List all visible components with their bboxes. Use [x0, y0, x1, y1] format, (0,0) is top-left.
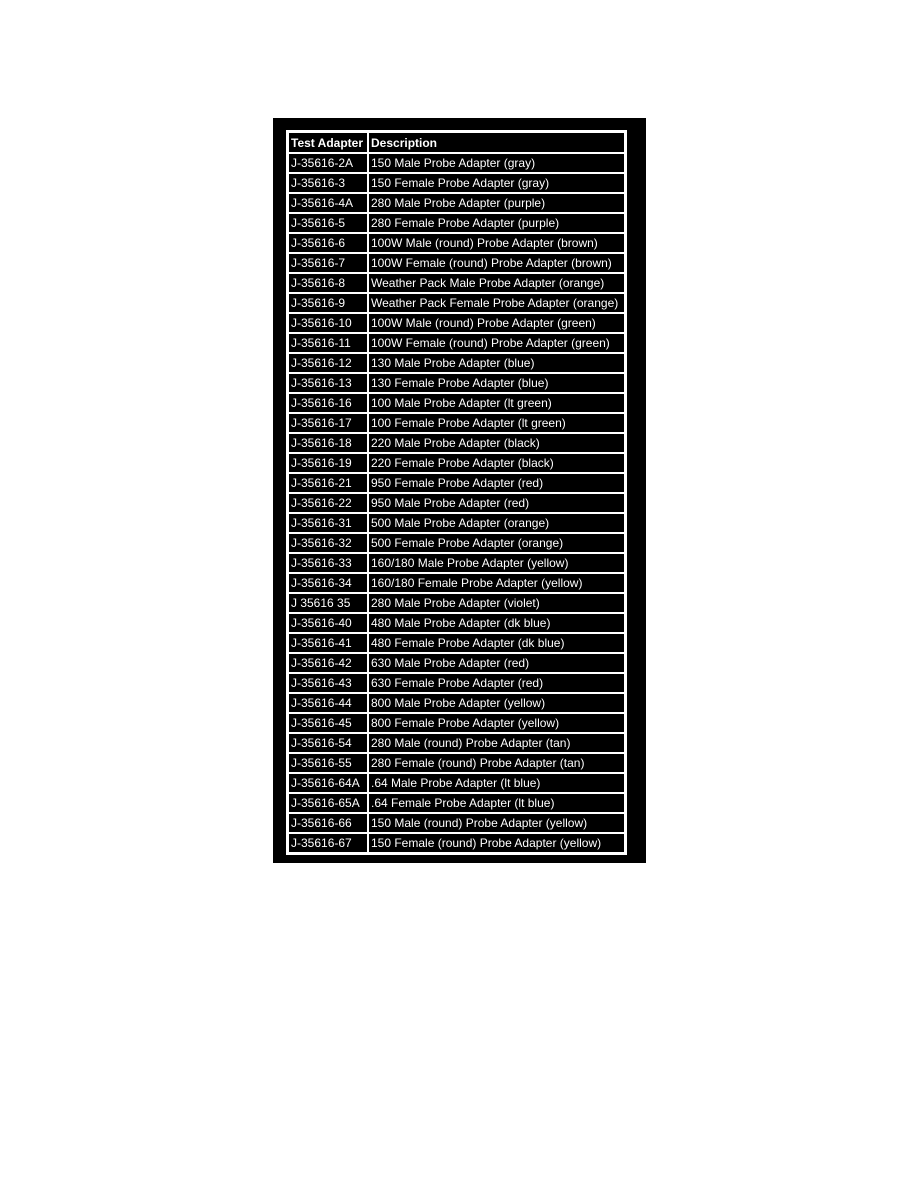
table-row: [288, 773, 625, 793]
adapter-part-number: J-35616-41: [288, 633, 368, 653]
adapter-part-number: J-35616-21: [288, 473, 368, 493]
adapter-part-number: J-35616-8: [288, 273, 368, 293]
table-row: [288, 293, 625, 313]
adapter-description: 280 Male (round) Probe Adapter (tan): [368, 733, 625, 753]
table-row: [288, 833, 625, 853]
table-row: [288, 253, 625, 273]
table-row: [288, 633, 625, 653]
adapter-description: 480 Female Probe Adapter (dk blue): [368, 633, 625, 653]
adapter-description: 800 Male Probe Adapter (yellow): [368, 693, 625, 713]
adapter-description: 950 Female Probe Adapter (red): [368, 473, 625, 493]
adapter-part-number: J-35616-64A: [288, 773, 368, 793]
table-row: [288, 213, 625, 233]
adapter-part-number: J-35616-66: [288, 813, 368, 833]
adapter-description: Weather Pack Female Probe Adapter (orange): [368, 293, 625, 313]
adapter-description: 220 Male Probe Adapter (black): [368, 433, 625, 453]
adapter-part-number: J-35616-3: [288, 173, 368, 193]
table-row: [288, 413, 625, 433]
adapter-description: 100W Male (round) Probe Adapter (green): [368, 313, 625, 333]
table-row: [288, 573, 625, 593]
adapter-part-number: J-35616-17: [288, 413, 368, 433]
table-row: [288, 493, 625, 513]
table-body: [288, 153, 625, 853]
table-header-row: [288, 132, 625, 153]
table-row: [288, 793, 625, 813]
adapter-description: 150 Male (round) Probe Adapter (yellow): [368, 813, 625, 833]
adapter-description: 630 Male Probe Adapter (red): [368, 653, 625, 673]
adapter-description: 130 Male Probe Adapter (blue): [368, 353, 625, 373]
table-row: [288, 233, 625, 253]
adapter-part-number: J-35616-12: [288, 353, 368, 373]
table-row: [288, 353, 625, 373]
adapter-part-number: J-35616-13: [288, 373, 368, 393]
table-row: [288, 713, 625, 733]
adapter-description: 150 Male Probe Adapter (gray): [368, 153, 625, 173]
adapter-description: 150 Female Probe Adapter (gray): [368, 173, 625, 193]
adapter-part-number: J-35616-33: [288, 553, 368, 573]
adapter-part-number: J-35616-43: [288, 673, 368, 693]
table-row: [288, 333, 625, 353]
table-row: [288, 593, 625, 613]
adapter-description: 150 Female (round) Probe Adapter (yellow): [368, 833, 625, 853]
table-row: [288, 393, 625, 413]
adapter-part-number: J-35616-45: [288, 713, 368, 733]
adapter-part-number: J-35616-9: [288, 293, 368, 313]
adapter-part-number: J-35616-31: [288, 513, 368, 533]
adapter-description: 950 Male Probe Adapter (red): [368, 493, 625, 513]
table-row: [288, 433, 625, 453]
adapter-part-number: J-35616-65A: [288, 793, 368, 813]
column-header-test-adapter: Test Adapter: [288, 132, 368, 153]
adapter-description: 280 Female (round) Probe Adapter (tan): [368, 753, 625, 773]
adapter-description: 160/180 Female Probe Adapter (yellow): [368, 573, 625, 593]
adapter-description: 100W Male (round) Probe Adapter (brown): [368, 233, 625, 253]
table-row: [288, 193, 625, 213]
adapter-part-number: J-35616-5: [288, 213, 368, 233]
table-row: [288, 153, 625, 173]
table-row: [288, 813, 625, 833]
adapter-part-number: J-35616-67: [288, 833, 368, 853]
adapter-part-number: J-35616-7: [288, 253, 368, 273]
adapter-description: 100 Male Probe Adapter (lt green): [368, 393, 625, 413]
column-header-description: Description: [368, 132, 625, 153]
adapter-description: 100 Female Probe Adapter (lt green): [368, 413, 625, 433]
adapter-part-number: J-35616-19: [288, 453, 368, 473]
table-row: [288, 753, 625, 773]
table-row: [288, 373, 625, 393]
table-row: [288, 473, 625, 493]
adapter-part-number: J-35616-44: [288, 693, 368, 713]
adapter-description: 100W Female (round) Probe Adapter (green): [368, 333, 625, 353]
adapter-description: .64 Female Probe Adapter (lt blue): [368, 793, 625, 813]
adapter-table-panel: [273, 118, 646, 863]
adapter-part-number: J-35616-18: [288, 433, 368, 453]
adapter-part-number: J-35616-4A: [288, 193, 368, 213]
adapter-part-number: J-35616-11: [288, 333, 368, 353]
adapter-part-number: J-35616-2A: [288, 153, 368, 173]
table-row: [288, 533, 625, 553]
table-row: [288, 553, 625, 573]
table-row: [288, 693, 625, 713]
table-row: [288, 733, 625, 753]
adapter-description: 160/180 Male Probe Adapter (yellow): [368, 553, 625, 573]
table-row: [288, 673, 625, 693]
adapter-part-number: J 35616 35: [288, 593, 368, 613]
table-row: [288, 173, 625, 193]
adapter-part-number: J-35616-16: [288, 393, 368, 413]
adapter-description: 500 Female Probe Adapter (orange): [368, 533, 625, 553]
adapter-part-number: J-35616-34: [288, 573, 368, 593]
table-row: [288, 273, 625, 293]
adapter-part-number: J-35616-54: [288, 733, 368, 753]
adapter-part-number: J-35616-55: [288, 753, 368, 773]
adapter-part-number: J-35616-10: [288, 313, 368, 333]
adapter-description: 280 Male Probe Adapter (purple): [368, 193, 625, 213]
adapter-description: 280 Female Probe Adapter (purple): [368, 213, 625, 233]
adapter-description: 100W Female (round) Probe Adapter (brown): [368, 253, 625, 273]
table-row: [288, 653, 625, 673]
adapter-description: 500 Male Probe Adapter (orange): [368, 513, 625, 533]
adapter-description: 630 Female Probe Adapter (red): [368, 673, 625, 693]
adapter-description: 480 Male Probe Adapter (dk blue): [368, 613, 625, 633]
adapter-part-number: J-35616-6: [288, 233, 368, 253]
table-row: [288, 613, 625, 633]
adapter-part-number: J-35616-42: [288, 653, 368, 673]
adapter-description: 130 Female Probe Adapter (blue): [368, 373, 625, 393]
adapter-description: Weather Pack Male Probe Adapter (orange): [368, 273, 625, 293]
adapter-description: .64 Male Probe Adapter (lt blue): [368, 773, 625, 793]
adapter-description: 800 Female Probe Adapter (yellow): [368, 713, 625, 733]
adapter-description: 220 Female Probe Adapter (black): [368, 453, 625, 473]
table-row: [288, 453, 625, 473]
adapter-part-number: J-35616-22: [288, 493, 368, 513]
adapter-description: 280 Male Probe Adapter (violet): [368, 593, 625, 613]
adapter-part-number: J-35616-32: [288, 533, 368, 553]
test-adapter-table: [286, 130, 627, 855]
table-row: [288, 513, 625, 533]
adapter-part-number: J-35616-40: [288, 613, 368, 633]
table-row: [288, 313, 625, 333]
